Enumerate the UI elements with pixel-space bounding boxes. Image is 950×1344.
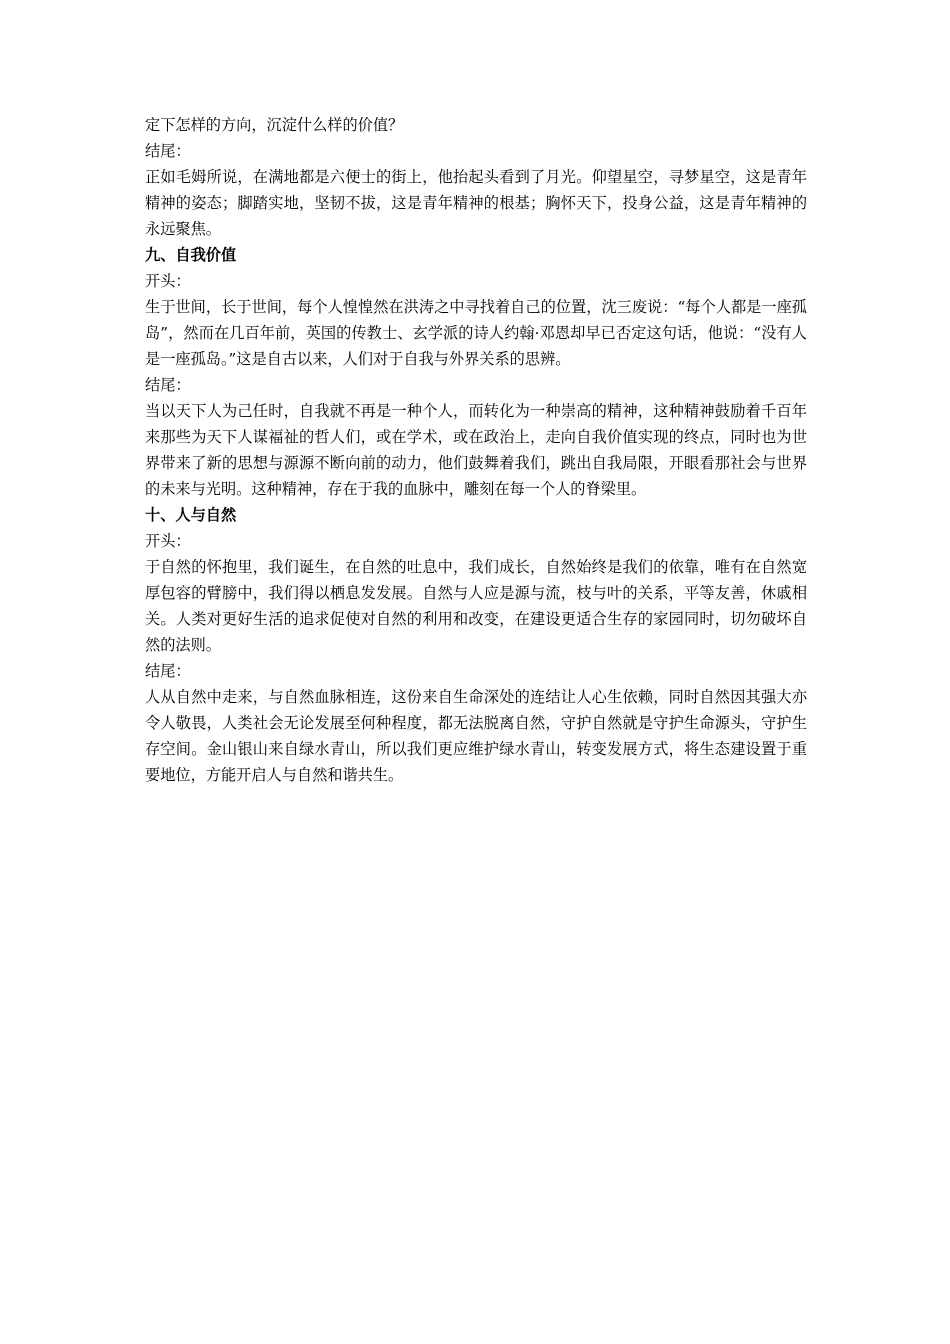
section10-ending-paragraph: 人从自然中走来，与自然血脉相连，这份来自生命深处的连结让人心生依赖，同时自然因其强大亦令人敬畏，人类社会无论发展至何种程度，都无法脱离自然，守护自然就是守护生命源头，守护生存空间。金山银山来自绿水青山，所以我们更应维护绿水青山，转变发展方式，将生态建设置于重要地位，方能开启人与自然和谐共生。 — [145, 688, 807, 784]
section8-ending-paragraph: 正如毛姆所说，在满地都是六便士的街上，他抬起头看到了月光。仰望星空，寻梦星空，这是青年精神的姿态；脚踏实地，坚韧不拔，这是青年精神的根基；胸怀天下，投身公益，这是青年精神的永远聚焦。 — [145, 168, 807, 238]
section10-opening-label: 开头： — [145, 532, 191, 550]
section8-ending-label: 结尾： — [145, 142, 191, 160]
section9-ending-label: 结尾： — [145, 376, 191, 394]
intro-tail-paragraph: 定下怎样的方向，沉淀什么样的价值？ — [145, 116, 404, 134]
section9-opening-paragraph: 生于世间，长于世间，每个人惶惶然在洪涛之中寻找着自己的位置，沈三废说：“每个人都是一座孤岛”，然而在几百年前，英国的传教士、玄学派的诗人约翰·邓恩却早已否定这句话，他说：“没有人是一座孤岛。”这是自古以来，人们对于自我与外界关系的思辨。 — [145, 298, 807, 368]
document-page — [145, 112, 807, 788]
section10-ending-label: 结尾： — [145, 662, 191, 680]
section10-title: 十、人与自然 — [145, 506, 237, 524]
section9-title: 九、自我价值 — [145, 246, 237, 264]
section10-opening-paragraph: 于自然的怀抱里，我们诞生，在自然的吐息中，我们成长，自然始终是我们的依靠，唯有在自然宽厚包容的臂膀中，我们得以栖息发发展。自然与人应是源与流，枝与叶的关系，平等友善，休戚相关。人类对更好生活的追求促使对自然的利用和改变，在建设更适合生存的家园同时，切勿破坏自然的法则。 — [145, 558, 807, 654]
section9-ending-paragraph: 当以天下人为己任时，自我就不再是一种个人，而转化为一种崇高的精神，这种精神鼓励着千百年来那些为天下人谋福祉的哲人们，或在学术，或在政治上，走向自我价值实现的终点，同时也为世界带来了新的思想与源源不断向前的动力，他们鼓舞着我们，跳出自我局限，开眼看那社会与世界的未来与光明。这种精神，存在于我的血脉中，雕刻在每一个人的脊梁里。 — [145, 402, 807, 498]
section9-opening-label: 开头： — [145, 272, 191, 290]
